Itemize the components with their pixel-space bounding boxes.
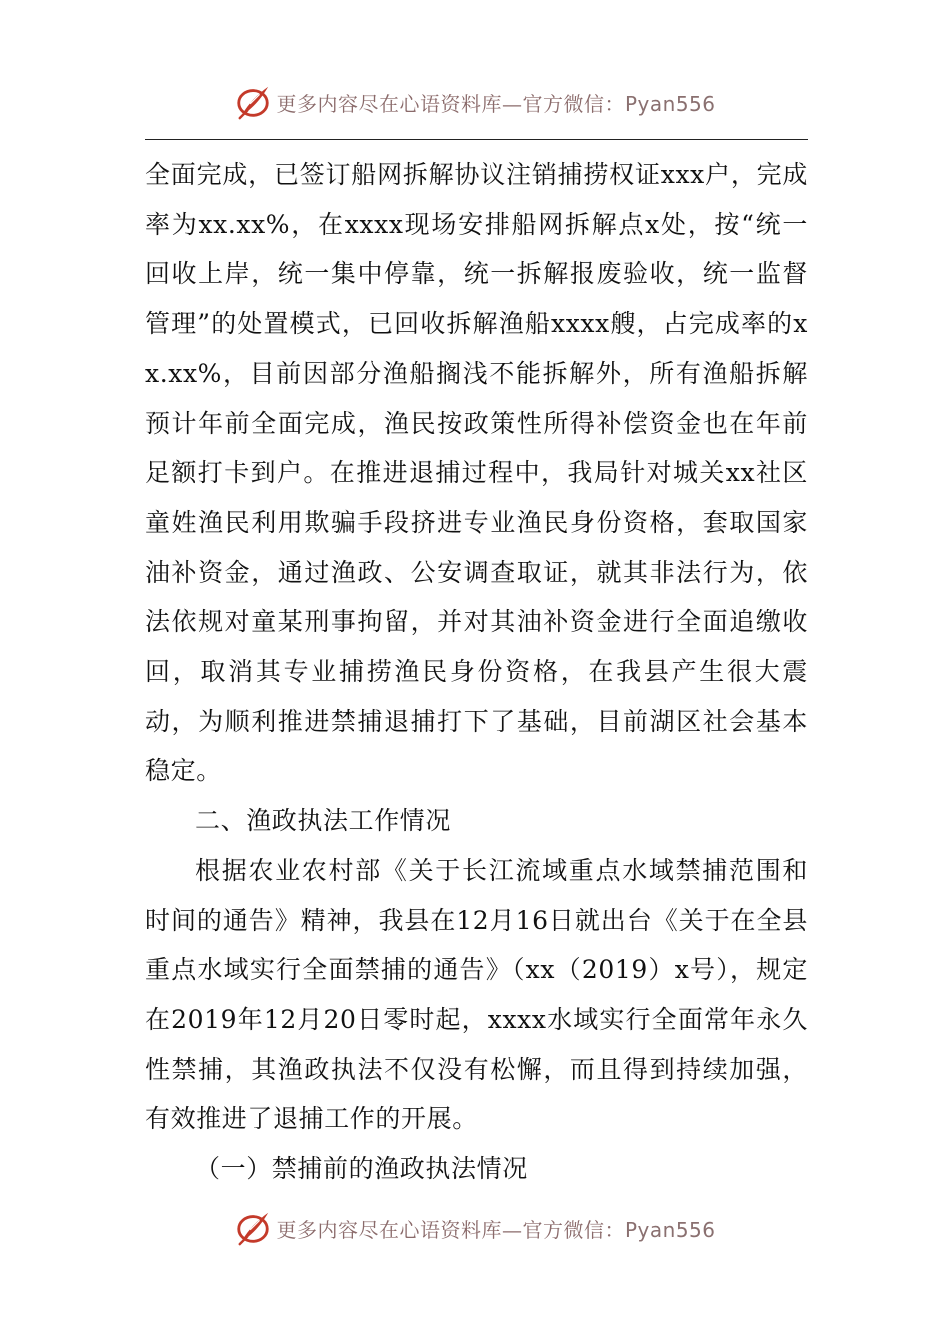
watermark-banner-top — [0, 82, 950, 122]
header-divider — [145, 139, 808, 140]
section-heading: 二、渔政执法工作情况 — [195, 806, 452, 836]
watermark-wechat-id: Pyan556 — [624, 1217, 716, 1242]
watermark-banner-bottom — [0, 1208, 950, 1248]
watermark-text — [276, 88, 715, 117]
document-body — [145, 150, 808, 1194]
watermark-text-cn: 更多内容尽在心语资料库—官方微信： — [276, 1217, 625, 1242]
feather-pen-logo-icon — [234, 1209, 272, 1247]
body-paragraph: 全面完成，已签订船网拆解协议注销捕捞权证xxx户，完成率为xx.xx%，在xxxx现场安排船网拆解点x处，按“统一回收上岸，统一集中停靠，统一拆解报废验收，统一监督管理”的处置模式，已回收拆解渔船xxxx艘，占完成率的xx.xx%，目前因部分渔船搁浅不能拆解外，所有渔船拆解预计年前全面完成，渔民按政策性所得补偿资金也在年前足额打卡到户。在推进退捕过程中，我局针对城关xx社区童姓渔民利用欺骗手段挤进专业渔民身份资格，套取国家油补资金，通过渔政、公安调查取证，就其非法行为，依法依规对童某刑事拘留，并对其油补资金进行全面追缴收回，取消其专业捕捞渔民身份资格，在我县产生很大震动，为顺利推进禁捕退捕打下了基础，目前湖区社会基本稳定。 — [145, 160, 808, 786]
feather-pen-logo-icon — [234, 83, 272, 121]
watermark-text — [276, 1214, 715, 1243]
watermark-wechat-id: Pyan556 — [624, 91, 716, 116]
subsection-heading: （一）禁捕前的渔政执法情况 — [195, 1154, 528, 1184]
watermark-text-cn: 更多内容尽在心语资料库—官方微信： — [276, 91, 625, 116]
body-paragraph: 根据农业农村部《关于长江流域重点水域禁捕范围和时间的通告》精神，我县在12月16日就出台《关于在全县重点水域实行全面禁捕的通告》（xx（2019）x号），规定在2019年12月20日零时起，xxxx水域实行全面常年永久性禁捕，其渔政执法不仅没有松懈，而且得到持续加强，有效推进了退捕工作的开展。 — [145, 855, 808, 1134]
